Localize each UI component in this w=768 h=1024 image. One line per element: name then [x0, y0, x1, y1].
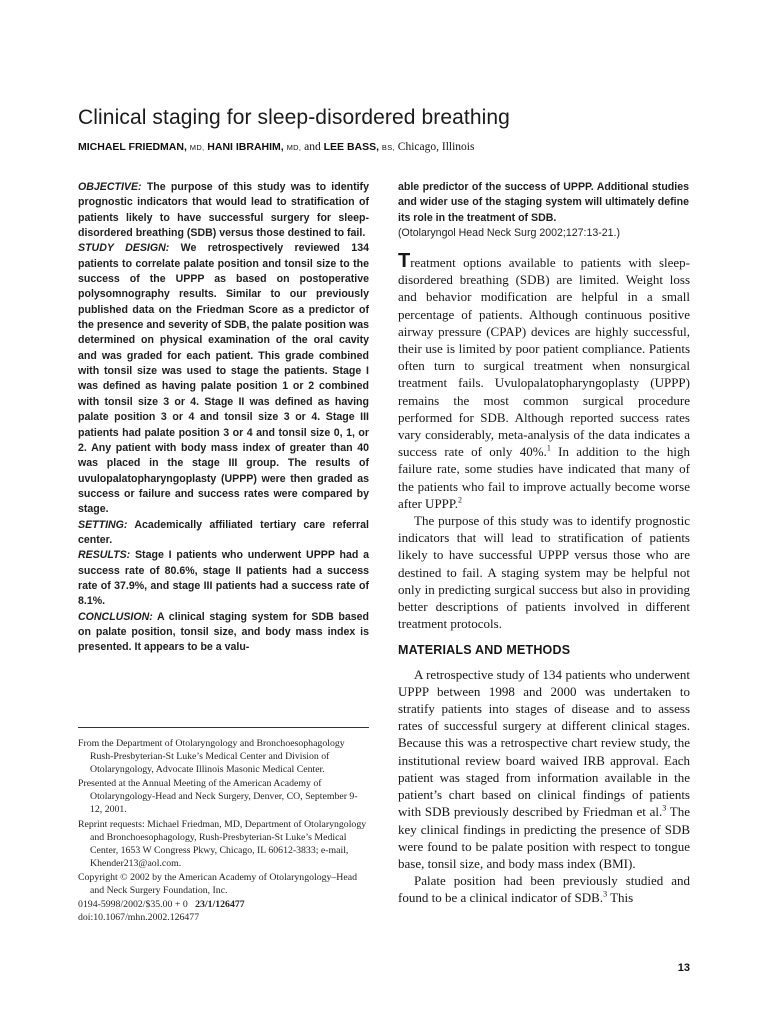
footnote-affiliation: From the Department of Otolaryngology and Bronchoesophagology Rush-Presbyterian-St Luke’s Medical Center and Division of Otolaryngology, Advocate Illinois Masonic Medical Center.: [78, 738, 345, 776]
footnote-copyright: Copyright © 2002 by the American Academy of Otolaryngology–Head and Neck Surgery Foundation, Inc.: [78, 871, 357, 897]
body-paragraph: The purpose of this study was to identify prognostic indicators that will lead to stratification of patients likely to have successful UPPP versus those who are destined to fail. A staging system may be helpful not only in predicting surgical success but also in providing better descriptions of patients involved in different treatment protocols.: [398, 513, 690, 632]
abstract-label: OBJECTIVE:: [78, 181, 142, 193]
abstract-label: SETTING:: [78, 518, 128, 531]
abstract-label: STUDY DESIGN:: [78, 242, 170, 255]
author-degree: MD,: [189, 143, 205, 152]
author-name: LEE BASS,: [323, 141, 380, 153]
journal-citation: (Otolaryngol Head Neck Surg 2002;127:13-21.): [398, 227, 621, 240]
footnote-issn: [78, 898, 369, 911]
abstract-results: [78, 548, 369, 609]
paragraph-text: The key clinical findings in predicting the presence of SDB were found to be palate position with respect to tongue base, tonsil size, and body mass index (BMI).: [398, 804, 690, 871]
section-heading: MATERIALS AND METHODS: [398, 643, 571, 658]
author-degree: MD,: [286, 143, 302, 152]
body-paragraph: [398, 872, 690, 906]
paragraph-text: In addition to the high failure rate, some studies have indicated that many of the patients who fail to improve actually become worse after UPPP.: [398, 444, 690, 511]
author-name: HANI IBRAHIM,: [207, 141, 284, 153]
reference-marker: 2: [457, 495, 462, 505]
footnote-doi: doi:10.1067/mhn.2002.126477: [78, 912, 200, 924]
issn-text: 0194-5998/2002/$35.00 + 0: [78, 899, 188, 911]
abstract-label: RESULTS:: [78, 549, 131, 562]
footnote-presented: Presented at the Annual Meeting of the American Academy of Otolaryngology-Head and Neck Surgery, Denver, CO, September 9-12, 2001.: [78, 778, 358, 816]
author-degree: BS,: [381, 143, 395, 152]
body-paragraph: [398, 666, 690, 872]
abstract-text: A clinical staging system for SDB based on palate position, tonsil size, and body mass index is presented. It appears to be a valu-: [78, 610, 369, 654]
abstract-label: CONCLUSION:: [78, 610, 153, 623]
footnote-divider: [78, 727, 369, 728]
reference-marker: 1: [546, 443, 551, 453]
footnote-reprint: Reprint requests: Michael Friedman, MD, Department of Otolaryngology and Bronchoesophagology, Rush-Presbyterian-St Luke’s Medical Center, 1653 W Congress Pkwy, Chicago, IL 60612-3833; e-mail, Khender213@aol.com.: [78, 818, 367, 869]
footnotes: [78, 737, 369, 924]
drop-cap: T: [398, 250, 411, 272]
author-name: MICHAEL FRIEDMAN,: [78, 141, 187, 153]
abstract-study-design: [78, 241, 369, 517]
abstract-text: Academically affiliated tertiary care referral center.: [78, 518, 369, 546]
abstract-conclusion: [78, 610, 369, 656]
page-number: 13: [677, 962, 690, 974]
abstract-text: Stage I patients who underwent UPPP had a success rate of 80.6%, stage II patients had a success rate of 37.9%, and stage III patients had a success rate of 8.1%.: [78, 549, 369, 608]
abstract-setting: [78, 518, 369, 549]
body-text: [398, 250, 690, 907]
abstract-objective: [78, 180, 369, 241]
paragraph-text: This: [607, 890, 634, 906]
reference-marker: 3: [662, 803, 667, 813]
author-conjunction: and: [304, 141, 321, 153]
abstract-continuation: [398, 180, 689, 241]
issue-code: 23/1/126477: [195, 899, 245, 911]
reference-marker: 3: [603, 889, 608, 899]
author-location: Chicago, Illinois: [397, 141, 475, 153]
paragraph-text: A retrospective study of 134 patients who underwent UPPP between 1998 and 2000 was undertaken to stratify patients into stages of disease and to assess rates of successful surgery at different clinical stages. Because this was a retrospective chart review study, the institutional review board waived IRB approval. Each patient was staged from information available in the patient’s chart based on clinical findings of patients with SDB previously described by Friedman et al.: [398, 666, 690, 820]
abstract-text: The purpose of this study was to identify prognostic indicators that would lead to stratification of patients likely to have successful surgery for sleep-disordered breathing (SDB) versus those destined to fail.: [78, 181, 369, 240]
abstract-text: We retrospectively reviewed 134 patients to correlate palate position and tonsil size to the success of the UPPP as based on postoperative polysomnography results. Similar to our previously published data on the Friedman Score as a predictor of the presence and severity of SDB, the palate position was determined on physical examination of the oral cavity and was graded for each patient. This grade combined with tonsil size was used to stage the patients. Stage I was defined as having palate position 1 or 2 combined with tonsil size 3 or 4. Stage II was defined as having palate position 3 or 4 and tonsil size 3 or 4. Stage III patients had palate position 3 or 4 and tonsil size 0, 1, or 2. Any patient with body mass index of greater than 40 was placed in the stage III group. The results of uvulopalatopharyngoplasty (UPPP) were then graded as success or failure and success rates were compared by stage.: [78, 242, 369, 516]
article-title: Clinical staging for sleep-disordered breathing: [78, 106, 510, 129]
abstract: [78, 180, 369, 656]
abstract-conclusion-continued: able predictor of the success of UPPP. Additional studies and wider use of the staging system will ultimately define its role in the treatment of SDB.: [398, 181, 689, 224]
paragraph-text: reatment options available to patients with sleep-disordered breathing (SDB) are limited. Weight loss and behavior modification are helpful in a small percentage of patients. Although continuous positive airway pressure (CPAP) devices are highly successful, their use is limited by poor patient compliance. Patients often turn to surgical treatment when nonsurgical treatment fails. Uvulopalatopharyngoplasty (UPPP) remains the most common surgical procedure performed for SDB. Although reported success rates vary considerably, meta-analysis of the data indicates a success rate of only 40%.: [398, 255, 690, 460]
paragraph-text: Palate position had been previously studied and found to be a clinical indicator of SDB.: [398, 873, 690, 906]
author-line: [78, 141, 698, 153]
body-paragraph: [398, 250, 690, 512]
